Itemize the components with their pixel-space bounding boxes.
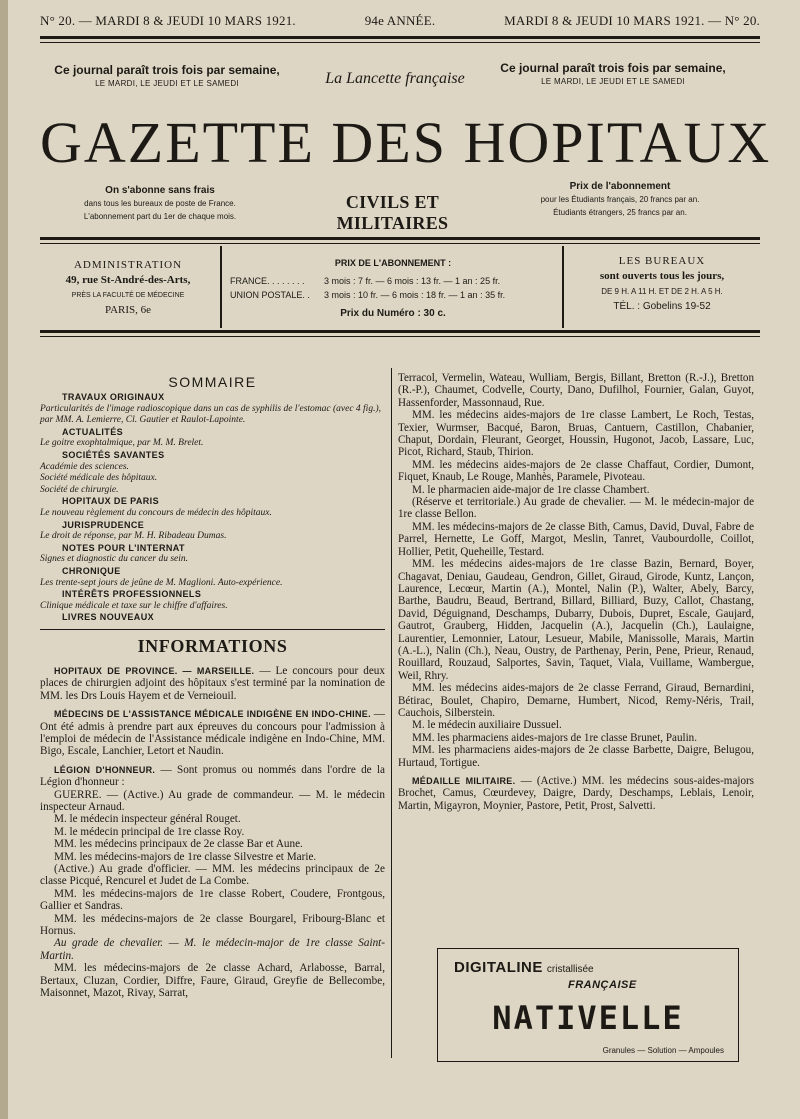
price-row-france [230, 274, 556, 288]
sommaire-heading: HOPITAUX DE PARIS [62, 496, 159, 507]
paragraph: M. le médecin auxiliaire Dussuel. [412, 719, 562, 732]
paragraph: M. le médecin inspecteur général Rouget. [54, 813, 241, 826]
paragraph-heading: HOPITAUX DE PROVINCE. — MARSEILLE. [54, 665, 255, 676]
sommaire-entry: Académie des sciences. [40, 461, 129, 472]
lower-rule-thin [40, 336, 760, 337]
top-rule-thin [40, 42, 760, 43]
paragraph: M. le pharmacien aide-major de 1re classe Chambert. [412, 483, 650, 496]
ad-origin: FRANÇAISE [568, 979, 637, 991]
paragraph-text: — Sont promus ou nommés dans l'ordre de la Légion d'honneur : [40, 763, 385, 789]
paragraph: MM. les médecins-majors de 2e classe Achard, Arlabosse, Barral, Bertaux, Cluzan, Cordier, Diffre, Faure, Giraud, Greyfie de Bellecombe, Maisonnet, Mazot, Rivay, Sarrat, [40, 962, 385, 1000]
paragraph [40, 708, 385, 758]
issue-line [40, 10, 760, 32]
paragraph: MM. les médecins-majors de 2e classe Bith, Camus, David, Duval, Fabre de Parrel, Hernette, Le Goff, Margot, Meslin, Tanret, Vaubourdolle, Coillot, Hollier, Petit, Queheille, Testard. [398, 520, 754, 558]
sommaire-heading: NOTES POUR L'INTERNAT [62, 542, 185, 553]
subscription-info-right [510, 180, 730, 219]
sommaire-entry: Particularités de l'image radioscopique dans un cas de syphilis de l'estomac (avec 4 fig.), par MM. A. Lemierre, Cl. Gautier et Raulot-Lapointe. [40, 403, 381, 426]
price-row-union [230, 288, 556, 302]
administration-box [40, 246, 216, 328]
informations-title: INFORMATIONS [137, 635, 288, 656]
price-header: PRIX DE L'ABONNEMENT : [334, 258, 452, 268]
paragraph-heading: MÉDECINS DE L'ASSISTANCE MÉDICALE INDIGÈNE EN INDO-CHINE. [54, 709, 371, 720]
frequency-left-bold: Ce journal paraît trois fois par semaine, [54, 63, 280, 77]
paragraph: Au grade de chevalier. — M. le médecin-major de 1re classe Saint-Martin. [40, 937, 385, 962]
sommaire-entry: Société médicale des hôpitaux. [40, 473, 158, 484]
paragraph: MM. les médecins-majors de 2e classe Bourgarel, Fribourg-Blanc et Hornus. [40, 912, 385, 937]
ad-brand: NATIVELLE [492, 999, 684, 1037]
frequency-right [498, 61, 728, 86]
ad-product-line [454, 959, 594, 976]
paragraph-text: — Le concours pour deux places de chirurgien adjoint des hôpitaux s'est terminé par la nomination de MM. les Drs Louis Hayem et de Verneiouil. [40, 664, 385, 702]
subs-right-1: Prix de l'abonnement [569, 181, 671, 192]
subscription-price-box [220, 246, 564, 328]
subscription-info-left [50, 184, 270, 223]
issue-price: Prix du Numéro : 30 c. [340, 308, 446, 319]
lancette-subtitle: La Lancette française [325, 70, 465, 87]
paragraph: MM. les médecins aides-majors de 1re classe Bazin, Bernard, Boyer, Chagavat, Deniau, Gaudeau, Gendron, Gillet, Giraud, Girode, Kuntz, Lançon, Laurence, Lecœur, Martin (A.), Montel, Nalin (P.), Walter, Abely, Barcy, Barthe, Baudru, Beaud, Bertrand, Billard, Billiard, Buzy, Callot, Chastang, David, Déguignand, Deschamps, Dubarry, Dubois, Dupret, Escale, Gaujard, Gautrot, Grauberg, Hidden, Jacquelin (A.), Jacquelin (Ch.), Laulaigne, Laurentier, Lemonnier, Latour, Lesueur, Mabile, Manissolle, Marais, Martin (A.-L.), Nalin (Ch.), Neau, Oustry, de Parthenay, Perin, Pene, Prieur, Renaud, Rouillard, Rouzaud, Salportes, Savin, Taquet, Viala, Vuillame, Wambergue, Weil, Rhry. [398, 558, 754, 682]
price-france-value: 3 mois : 7 fr. — 6 mois : 13 fr. — 1 an : 25 fr. [324, 276, 501, 286]
digitaline-advertisement [437, 948, 739, 1062]
paragraph: M. le médecin principal de 1re classe Roy. [54, 825, 245, 838]
frequency-right-bold: Ce journal paraît trois fois par semaine, [500, 61, 726, 75]
paragraph: GUERRE. — (Active.) Au grade de commandeur. — M. le médecin inspecteur Arnaud. [40, 788, 385, 813]
sommaire-heading: LIVRES NOUVEAUX [62, 612, 155, 623]
issue-right: MARDI 8 & JEUDI 10 MARS 1921. — N° 20. [504, 13, 760, 28]
paragraph: Terracol, Vermelin, Wateau, Wulliam, Bergis, Billant, Bretton (R.-J.), Bretton (R.-P.), Chaumet, Codvelle, Courty, Dano, Dufilhol, Fournier, Galan, Guyot, Hassenforder, Massonnaud, Rue. [398, 372, 754, 409]
subs-left-3: L'abonnement part du 1er de chaque mois. [83, 212, 237, 221]
right-column [398, 372, 754, 812]
price-france-label: FRANCE. . . . . . . . [230, 276, 305, 286]
price-union-label: UNION POSTALE. . [230, 290, 310, 300]
sommaire-rule [40, 629, 385, 630]
subs-left-2: dans tous les bureaux de poste de France. [84, 199, 236, 208]
sommaire-entry: Société de chirurgie. [40, 484, 119, 495]
sommaire-heading: ACTUALITÉS [62, 426, 123, 437]
paragraph: MM. les médecins-majors de 1re classe Robert, Coudere, Frontgous, Gallier et Sandras. [40, 887, 385, 913]
paragraph [398, 775, 754, 812]
offices-box [568, 246, 756, 328]
issue-year: 94e ANNÉE. [364, 13, 436, 28]
informations-body [40, 665, 385, 1000]
paragraph-heading: MÉDAILLE MILITAIRE. [412, 776, 516, 786]
admin-address: 49, rue St-André-des-Arts, [65, 274, 191, 286]
ad-product-qualifier: cristallisée [546, 964, 594, 975]
subs-right-3: Étudiants étrangers, 25 francs par an. [553, 208, 687, 217]
paragraph: MM. les médecins aides-majors de 2e classe Ferrand, Giraud, Bernardini, Bétirac, Boulet, Chapiro, Demarne, Humbert, Nicod, Remy-Néris, Trail, Cauchois, Silberstein. [398, 682, 754, 719]
paragraph: MM. les médecins aides-majors de 1re classe Lambert, Le Roch, Testas, Texier, Wurmser, Bacqué, Baron, Bruas, Cantuern, Castillon, Chabanier, Chaput, Dordain, Fleurant, Georget, Houssin, Hugonot, Jacob, Lassare, Luc, Picot, Richard, Staub, Thirion. [398, 409, 754, 459]
sommaire-entry: Clinique médicale et taxe sur le chiffre d'affaires. [40, 600, 228, 611]
newspaper-subtitle: CIVILS ET MILITAIRES [336, 192, 449, 233]
ad-product: DIGITALINE [454, 959, 543, 976]
paragraph: MM. les médecins aides-majors de 2e classe Chaffaut, Cordier, Dumont, Fiquet, Knaub, Le Rouge, Manhès, Paramele, Pivoteau. [398, 458, 754, 484]
admin-title: ADMINISTRATION [73, 259, 183, 271]
paragraph-heading: LÉGION D'HONNEUR. [54, 764, 156, 775]
sommaire-entry: Le nouveau règlement du concours de médecin des hôpitaux. [40, 507, 272, 518]
subs-right-2: pour les Étudiants français, 20 francs par an. [540, 195, 700, 204]
frequency-left-days: LE MARDI, LE JEUDI ET LE SAMEDI [95, 79, 239, 88]
sommaire-entry: Signes et diagnostic du cancer du sein. [40, 554, 189, 565]
frequency-left [52, 63, 282, 88]
lower-rule [40, 330, 760, 333]
offices-line1: sont ouverts tous les jours, [599, 270, 725, 282]
newspaper-title: GAZETTE DES HOPITAUX [40, 110, 772, 175]
paragraph [40, 764, 385, 789]
sommaire-heading: INTÉRÊTS PROFESSIONNELS [62, 589, 202, 600]
admin-city: PARIS, 6e [104, 304, 152, 316]
offices-phone: TÉL. : Gobelins 19-52 [613, 301, 711, 312]
sommaire-entry: Le goitre exophtalmique, par M. M. Brelet. [40, 438, 204, 449]
sommaire-heading: TRAVAUX ORIGINAUX [62, 392, 165, 402]
subs-left-1: On s'abonne sans frais [105, 185, 215, 196]
sommaire-heading: SOCIÉTÉS SAVANTES [62, 449, 165, 460]
paragraph: (Réserve et territoriale.) Au grade de chevalier. — M. le médecin-major de 1re classe Bellon. [398, 496, 754, 521]
issue-left: N° 20. — MARDI 8 & JEUDI 10 MARS 1921. [40, 13, 296, 28]
sommaire-entry: Le droit de réponse, par M. H. Ribadeau Dumas. [40, 531, 227, 542]
sommaire-heading: CHRONIQUE [62, 565, 121, 576]
paragraph: MM. les pharmaciens aides-majors de 1re classe Brunet, Paulin. [412, 731, 697, 744]
price-union-value: 3 mois : 10 fr. — 6 mois : 18 fr. — 1 an : 35 fr. [324, 290, 506, 300]
paragraph: MM. les médecins-majors de 1re classe Silvestre et Marie. [54, 850, 317, 863]
paragraph [40, 665, 385, 702]
info-box [40, 246, 760, 328]
column-divider [391, 368, 392, 1058]
ad-forms: Granules — Solution — Ampoules [602, 1046, 724, 1055]
frequency-right-days: LE MARDI, LE JEUDI ET LE SAMEDI [541, 77, 685, 86]
sommaire-title: SOMMAIRE [168, 374, 257, 390]
paragraph: MM. les médecins principaux de 2e classe Bar et Aune. [54, 838, 303, 851]
mid-rule-thin [40, 243, 760, 244]
paragraph-text: — (Active.) MM. les médecins sous-aides-majors Brochet, Camus, Cœurdevey, Daigre, Dardy, Deschamps, Leblais, Lenoir, Martin, Migayron, Moynier, Pastore, Petit, Prost, Salvetti. [398, 775, 755, 812]
right-column-body [398, 372, 754, 812]
paragraph: MM. les pharmaciens aides-majors de 2e classe Barbette, Daigre, Belugou, Hurtaud, Tortigue. [398, 744, 754, 769]
page-edge-shadow [0, 0, 8, 1119]
sommaire-list [40, 392, 385, 624]
mid-rule [40, 237, 760, 240]
left-column [40, 372, 385, 999]
admin-near: PRÈS LA FACULTÉ DE MÉDECINE [71, 292, 185, 299]
sommaire-entry: Les trente-sept jours de jeûne de M. Maglioni. Auto-expérience. [40, 577, 283, 588]
paragraph: (Active.) Au grade d'officier. — MM. les médecins principaux de 2e classe Picqué, Rencurel et Judet de La Combe. [40, 862, 385, 888]
paragraph-text: — Ont été admis à prendre part aux épreuves du concours pour l'admission à l'emploi de médecin de l'Assistance médicale indigène en Indo-Chine, MM. Bigo, Escale, Lanchier, Letort et Naudin. [40, 708, 385, 758]
offices-title: LES BUREAUX [618, 255, 706, 267]
offices-hours: DE 9 H. A 11 H. ET DE 2 H. A 5 H. [601, 287, 723, 296]
top-rule [40, 36, 760, 39]
sommaire-heading: JURISPRUDENCE [62, 519, 145, 530]
